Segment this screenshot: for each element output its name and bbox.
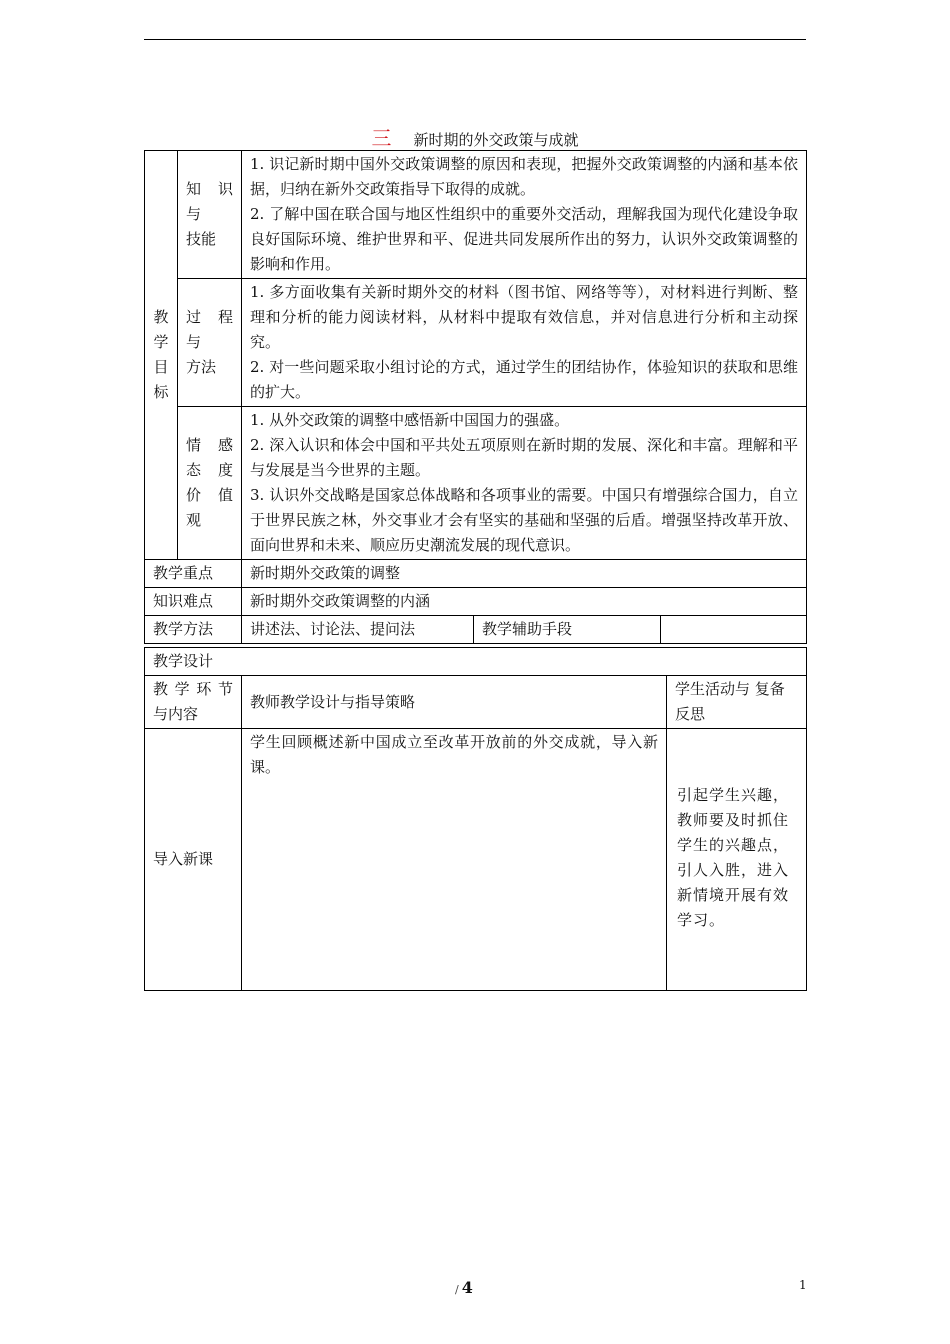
- aids-label: 教学辅助手段: [474, 616, 661, 644]
- title-number: 三: [371, 126, 392, 150]
- stage-cell: 导入新课: [145, 729, 242, 991]
- difficulty-value: 新时期外交政策调整的内涵: [242, 588, 807, 616]
- goal-item: 2. 深入认识和体会中国和平共处五项原则在新时期的发展、深化和丰富。理解和平与发展是当今世界的主题。: [250, 436, 798, 479]
- page-total: 4: [461, 1278, 473, 1297]
- methods-row: [145, 616, 807, 644]
- goal-item: 2. 了解中国在联合国与地区性组织中的重要外交活动，理解我国为现代化建设争取良好国际环境、维护世界和平、促进共同发展所作出的努力，认识外交政策调整的影响和作用。: [250, 205, 798, 273]
- document-title: [144, 126, 806, 152]
- goal-item: 1. 多方面收集有关新时期外交的材料（图书馆、网络等等），对材料进行判断、整理和分析的能力阅读材料，从材料中提取有效信息，并对信息进行分析和主动探究。: [250, 283, 798, 351]
- goal-category-process: [178, 279, 242, 407]
- category-line: 技能: [186, 230, 217, 248]
- goal-content-attitude: [242, 407, 807, 560]
- goal-item: 1. 识记新时期中国外交政策调整的原因和表现，把握外交政策调整的内涵和基本依据，归纳在新外交政策指导下取得的成就。: [250, 155, 798, 198]
- key-points-label: 教学重点: [145, 560, 242, 588]
- category-line: 与: [186, 205, 202, 223]
- methods-label: 教学方法: [145, 616, 242, 644]
- goal-row-knowledge: [145, 151, 807, 279]
- header-rule: [144, 39, 806, 40]
- goals-label-cell: [145, 151, 178, 560]
- goal-item: 2. 对一些问题采取小组讨论的方式，通过学生的团结协作，体验知识的获取和思维的扩大。: [250, 358, 798, 401]
- goal-row-attitude: [145, 407, 807, 560]
- category-line: 与: [186, 333, 202, 351]
- objectives-table: [144, 150, 807, 644]
- design-table: [144, 647, 807, 991]
- goal-row-process: [145, 279, 807, 407]
- goal-item: 1. 从外交政策的调整中感悟新中国国力的强盛。: [250, 411, 570, 429]
- category-line: 方法: [186, 358, 217, 376]
- category-line: 过 程: [186, 308, 233, 326]
- design-header-row: [145, 648, 807, 676]
- strategy-text: 学生回顾概述新中国成立至改革开放前的外交成就，导入新课。: [250, 733, 658, 776]
- page-number: 1: [799, 1278, 807, 1292]
- key-points-row: [145, 560, 807, 588]
- key-points-value: 新时期外交政策的调整: [242, 560, 807, 588]
- goal-content-knowledge: [242, 151, 807, 279]
- page-slash: /: [455, 1283, 459, 1296]
- goal-category-attitude: [178, 407, 242, 560]
- goal-content-process: [242, 279, 807, 407]
- aids-value: [661, 616, 807, 644]
- col-reflection-header: 学生活动与 复备反思: [667, 676, 807, 729]
- category-line: 价 值: [186, 486, 233, 504]
- strategy-cell: [242, 729, 667, 991]
- col-strategy-header: 教师教学设计与指导策略: [242, 676, 667, 729]
- page-indicator: [455, 1278, 473, 1297]
- design-label: 教学设计: [145, 648, 807, 676]
- goal-item: 3. 认识外交战略是国家总体战略和各项事业的需要。中国只有增强综合国力，自立于世界民族之林，外交事业才会有坚实的基础和坚强的后盾。增强坚持改革开放、面向世界和未来、顺应历史潮流发展的现代意识。: [250, 486, 798, 554]
- category-line: 态 度: [186, 461, 233, 479]
- methods-value: 讲述法、讨论法、提问法: [242, 616, 474, 644]
- design-row-intro: [145, 729, 807, 991]
- category-line: 知 识: [186, 180, 233, 198]
- col-stage-header: 教 学 环 节 与内容: [145, 676, 242, 729]
- category-line: 情 感: [186, 436, 233, 454]
- design-columns-row: [145, 676, 807, 729]
- difficulty-row: [145, 588, 807, 616]
- goals-label: 教学目标: [153, 308, 169, 401]
- goal-category-knowledge: [178, 151, 242, 279]
- reflection-cell: 引起学生兴趣，教师要及时抓住学生的兴趣点，引人入胜，进入新情境开展有效学习。: [667, 729, 807, 991]
- title-text: 新时期的外交政策与成就: [413, 131, 579, 149]
- difficulty-label: 知识难点: [145, 588, 242, 616]
- category-line: 观: [186, 511, 202, 529]
